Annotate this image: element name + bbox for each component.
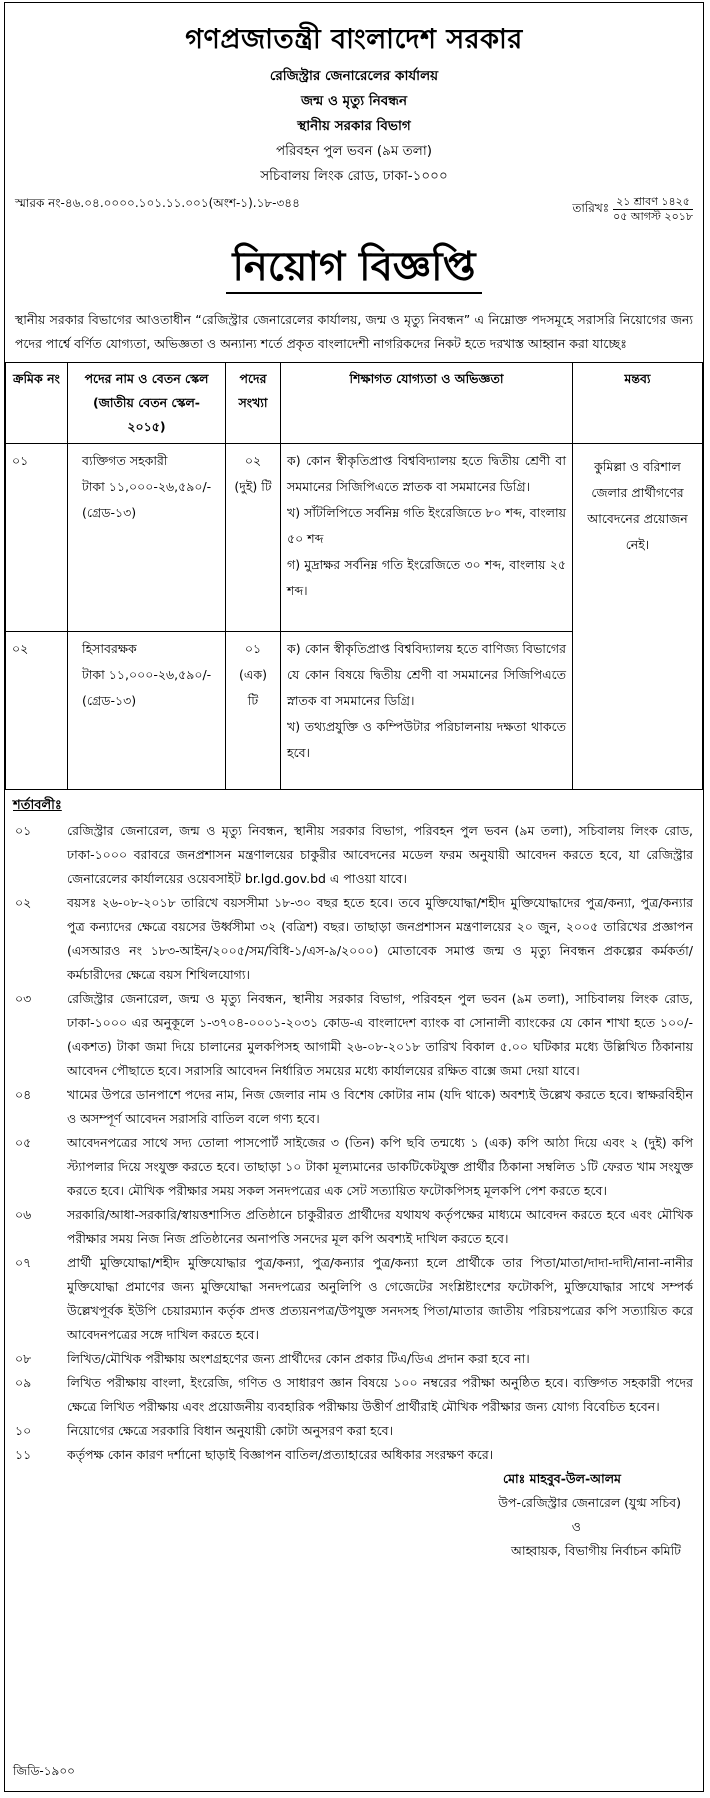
memo-number: স্মারক নং-৪৬.০৪.০০০০.১০১.১১.০০১(অংশ-১).১৮-৩৪৪	[15, 196, 300, 210]
signature-block	[5, 1467, 703, 1563]
row-post	[68, 444, 226, 632]
conditions-list	[5, 819, 703, 1467]
condition-text: খামের উপরে ডানপাশে পদের নাম, নিজ জেলার নাম ও বিশেষ কোটার নাম (যদি থাকে) অবশ্যই উল্লেখ করতে হবে। স্বাক্ষরবিহীন ও অসম্পূর্ণ আবেদন সরাসরি বাতিল বলে গণ্য হবে।	[67, 1087, 693, 1126]
post-grade: (গ্রেড-১৩)	[82, 693, 137, 708]
notice-title	[5, 242, 703, 294]
signatory-committee: আহ্বায়ক, বিভাগীয় নির্বাচন কমিটি	[511, 1543, 681, 1558]
header-count: পদের সংখ্যা	[226, 363, 281, 444]
memo-date	[572, 195, 693, 224]
list-item	[5, 1443, 703, 1467]
condition-number: ০৩	[15, 991, 32, 1006]
signatory-and: ও	[571, 1519, 581, 1534]
list-item	[5, 1131, 703, 1203]
qualification-item: খ) সাঁটলিপিতে সর্বনিম্ন গতি ইংরেজিতে ৮০ শব্দ, বাংলায় ৫০ শব্দ	[287, 505, 566, 546]
list-item	[5, 1347, 703, 1371]
qualification-item: ক) কোন স্বীকৃতিপ্রাপ্ত বিশ্ববিদ্যালয় হতে দ্বিতীয় শ্রেণী বা সমমানের সিজিপিএতে স্নাতক বা সমমানের ডিগ্রি।	[287, 453, 566, 494]
row-count: ০২ (দুই) টি	[226, 444, 281, 632]
list-item	[5, 1371, 703, 1419]
list-item	[5, 1419, 703, 1443]
row-serial: ০২	[6, 632, 68, 790]
condition-number: ০৫	[15, 1135, 32, 1150]
condition-number: ০৪	[15, 1087, 32, 1102]
condition-text: বয়সঃ ২৬-০৮-২০১৮ তারিখে বয়সসীমা ১৮-৩০ বছর হতে হবে। তবে মুক্তিযোদ্ধা/শহীদ মুক্তিযোদ্ধাদের পুত্র/কন্যা, পুত্র/কন্যার পুত্র কন্যাদের ক্ষেত্রে বয়সের উর্ধ্বসীমা ৩২ (বত্রিশ) বছর। তাছাড়া জনপ্রশাসন মন্ত্রণালয়ের ২০ জুন, ২০০৫ তারিখের প্রজ্ঞাপন (এসআরও নং ১৮৩-আইন/২০০৫/সম/বিধি-১/এস-৯/২০০০) মোতাবেক সমাপ্ত জন্ম ও মৃত্যু নিবন্ধন প্রকল্পের কর্মকর্তা/কর্মচারীদের ক্ষেত্রে বয়স শিথিলযোগ্য।	[67, 895, 693, 982]
post-scale: টাকা ১১,০০০-২৬,৫৯০/-	[82, 479, 212, 494]
header-serial: ক্রমিক নং	[6, 363, 68, 444]
list-item	[5, 891, 703, 987]
signatory-name: মোঃ মাহবুব-উল-আলম	[503, 1471, 621, 1486]
signatory-designation: উপ-রেজিস্ট্রার জেনারেল (যুগ্ম সচিব)	[498, 1495, 681, 1510]
post-name: হিসাবরক্ষক	[82, 641, 137, 656]
letterhead	[5, 19, 703, 189]
condition-text: আবেদনপত্রের সাথে সদ্য তোলা পাসপোর্ট সাইজের ৩ (তিন) কপি ছবি তন্মধ্যে ১ (এক) কপি আঠা দিয়ে এবং ২ (দুই) কপি স্ট্যাপলার দিয়ে সংযুক্ত করতে হবে। তাছাড়া ১০ টাকা মূল্যমানের ডাকটিকেটযুক্ত প্রার্থীর ঠিকানা সম্বলিত ১টি ফেরত খাম সংযুক্ত করতে হবে। মৌখিক পরীক্ষার সময় সকল সনদপত্রের এক সেট সত্যায়িত ফটোকপিসহ মূলকপি পেশ করতে হবে।	[67, 1135, 693, 1198]
list-item	[5, 1083, 703, 1131]
notice-page	[4, 2, 704, 1792]
posts-table	[5, 362, 703, 790]
condition-text: নিয়োগের ক্ষেত্রে সরকারি বিধান অনুযায়ী কোটা অনুসরণ করা হবে।	[67, 1423, 394, 1438]
qualification-item: গ) মুদ্রাক্ষর সর্বনিম্ন গতি ইংরেজিতে ৩০ শব্দ, বাংলায় ২৫ শব্দ।	[287, 557, 566, 598]
qualification-item: ক) কোন স্বীকৃতিপ্রাপ্ত বিশ্ববিদ্যালয় হতে বাণিজ্য বিভাগের যে কোন বিষয়ে দ্বিতীয় শ্রেণী বা সমমানের সিজিপিএতে স্নাতক বা সমমানের ডিগ্রি।	[287, 641, 566, 708]
list-item	[5, 1203, 703, 1251]
post-scale: টাকা ১১,০০০-২৬,৫৯০/-	[82, 667, 212, 682]
government-name: গণপ্রজাতন্ত্রী বাংলাদেশ সরকার	[185, 24, 523, 55]
post-name: ব্যক্তিগত সহকারী	[82, 453, 168, 468]
building-name: পরিবহন পুল ভবন (৯ম তলা)	[275, 143, 433, 159]
list-item	[5, 1251, 703, 1347]
remarks-cell: কুমিল্লা ও বরিশাল জেলার প্রার্থীগণের আবেদনের প্রয়োজন নেই।	[573, 444, 703, 790]
condition-text: লিখিত পরীক্ষায় বাংলা, ইংরেজি, গণিত ও সাধারণ জ্ঞান বিষয়ে ১০০ নম্বরের পরীক্ষা অনুষ্ঠিত হবে। ব্যক্তিগত সহকারী পদের ক্ষেত্রে লিখিত পরীক্ষায় এবং প্রয়োজনীয় ব্যবহারিক পরীক্ষায় উত্তীর্ণ প্রার্থীরাই মৌখিক পরীক্ষার জন্য যোগ্য বিবেচিত হবেন।	[67, 1375, 693, 1414]
office-name: রেজিস্ট্রার জেনারেলের কার্যালয়	[269, 68, 439, 84]
condition-text: রেজিস্ট্রার জেনারেল, জন্ম ও মৃত্যু নিবন্ধন, স্থানীয় সরকার বিভাগ, পরিবহন পুল ভবন (৯ম তলা), সাচিবালয় লিংক রোড, ঢাকা-১০০০ এর অনুকূলে ১-৩৭০৪-০০০১-২০৩১ কোড-এ বাংলাদেশ ব্যাংক বা সোনালী ব্যাংকের যে কোন শাখা হতে ১০০/- (একশত) টাকা জমা দিয়ে চালানের মুলকপিসহ আগামী ২৬-০৮-২০১৮ তারিখ বিকাল ৫.০০ ঘটিকার মধ্যে উল্লিখিত ঠিকানায় আবেদন পৌছাতে হবে। সরাসরি আবেদন নির্ধারিত সময়ের মধ্যে কার্যালয়ের রক্ষিত বাক্সে জমা দেয়া যাবে।	[67, 991, 693, 1078]
condition-number: ১০	[15, 1423, 32, 1438]
condition-text: প্রার্থী মুক্তিযোদ্ধা/শহীদ মুক্তিযোদ্ধার পুত্র/কন্যা, পুত্র/কন্যার পুত্র/কন্যা হলে প্রার্থীকে তার পিতা/মাতা/দাদা-দাদী/নানা-নানীর মুক্তিযোদ্ধা প্রমাণের জন্য মুক্তিযোদ্ধা সনদপত্রের অনুলিপি ও গেজেটের সংশ্লিষ্টাংশের ফটোকপি, মুক্তিযোদ্ধার সাথে সম্পর্ক উল্লেখপূর্বক ইউপি চেয়ারম্যান কর্তৃক প্রদত্ত প্রত্যয়নপত্র/উপযুক্ত সনদসহ পিতা/মাতার জাতীয় পরিচয়পত্রের কপি সত্যায়িত করে আবেদনপত্রের সঙ্গে দাখিল করতে হবে।	[67, 1255, 693, 1342]
memo-row	[5, 195, 703, 224]
condition-number: ০৮	[15, 1351, 32, 1366]
header-post: পদের নাম ও বেতন স্কেল (জাতীয় বেতন স্কেল- ২০১৫)	[68, 363, 226, 444]
condition-number: ০৭	[15, 1255, 32, 1270]
row-count: ০১ (এক) টি	[226, 632, 281, 790]
condition-number: ০১	[15, 823, 32, 838]
condition-text: লিখিত/মৌখিক পরীক্ষায় অংশগ্রহণের জন্য প্রার্থীদের কোন প্রকার টিএ/ডিএ প্রদান করা হবে না।	[67, 1351, 530, 1366]
table-row	[6, 444, 703, 632]
condition-number: ১১	[15, 1447, 32, 1462]
conditions-title: শর্তাবলীঃ	[13, 798, 62, 813]
date-label: তারিখঃ	[572, 200, 610, 215]
row-qualification	[281, 444, 573, 632]
condition-number: ০৯	[15, 1375, 32, 1390]
row-serial: ০১	[6, 444, 68, 632]
condition-text: কর্তৃপক্ষ কোন কারণ দর্শানো ছাড়াই বিজ্ঞাপন বাতিল/প্রত্যাহারের অধিকার সংরক্ষণ করে।	[67, 1447, 494, 1462]
division-name: স্থানীয় সরকার বিভাগ	[297, 118, 411, 134]
notice-title-text: নিয়োগ বিজ্ঞপ্তি	[226, 242, 481, 294]
office-address: সচিবালয় লিংক রোড, ঢাকা-১০০০	[260, 168, 448, 184]
condition-text: রেজিস্ট্রার জেনারেল, জন্ম ও মৃত্যু নিবন্ধন, স্থানীয় সরকার বিভাগ, পরিবহন পুল ভবন (৯ম তলা), সচিবালয় লিংক রোড, ঢাকা-১০০০ বরাবরে জনপ্রশাসন মন্ত্রণালয়ের চাকুরীর আবেদনের মডেল ফরম অনুযায়ী আবেদন করতে হবে, যা রেজিস্ট্রার জেনারেলের কার্যালয়ের ওয়েবসাইট br.lgd.gov.bd এ পাওয়া যাবে।	[67, 823, 693, 886]
list-item	[5, 819, 703, 891]
date-english: ০৫ আগস্ট ২০১৮	[613, 210, 693, 223]
header-remarks: মন্তব্য	[573, 363, 703, 444]
row-qualification	[281, 632, 573, 790]
table-header-row	[6, 363, 703, 444]
post-grade: (গ্রেড-১৩)	[82, 505, 137, 520]
list-item	[5, 987, 703, 1083]
qualification-item: খ) তথ্যপ্রযুক্তি ও কম্পিউটার পরিচালনায় দক্ষতা থাকতে হবে।	[287, 719, 566, 760]
intro-paragraph: স্থানীয় সরকার বিভাগের আওতাধীন “রেজিস্ট্রার জেনারেলের কার্যালয়, জন্ম ও মৃত্যু নিবন্ধন” এ নিম্নোক্ত পদসমূহে সরাসরি নিয়োগের জন্য পদের পার্শ্বে বর্ণিত যোগ্যতা, অভিজ্ঞতা ও অন্যান্য শর্তে প্রকৃত বাংলাদেশী নাগরিকদের নিকট হতে দরখাস্ত আহ্বান করা যাচ্ছেঃ	[15, 312, 693, 351]
footer-code: জিডি-১৯০০	[13, 1764, 75, 1778]
condition-text: সরকারি/আধা-সরকারি/স্বায়ত্তশাসিত প্রতিষ্ঠানে চাকুরীরত প্রার্থীদের যথাযথ কর্তৃপক্ষের মাধ্যমে আবেদন করতে হবে এবং মৌখিক পরীক্ষার সময় নিজ নিজ প্রতিষ্ঠানের অনাপত্তি সনদের মূল কপি অবশ্যই দাখিল করতে হবে।	[67, 1207, 693, 1246]
row-post	[68, 632, 226, 790]
condition-number: ০৬	[15, 1207, 32, 1222]
unit-name: জন্ম ও মৃত্যু নিবন্ধন	[300, 93, 408, 109]
date-bangla: ২১ শ্রাবণ ১৪২৫	[613, 195, 693, 210]
condition-number: ০২	[15, 895, 32, 910]
header-qualification: শিক্ষাগত যোগ্যতা ও অভিজ্ঞতা	[281, 363, 573, 444]
